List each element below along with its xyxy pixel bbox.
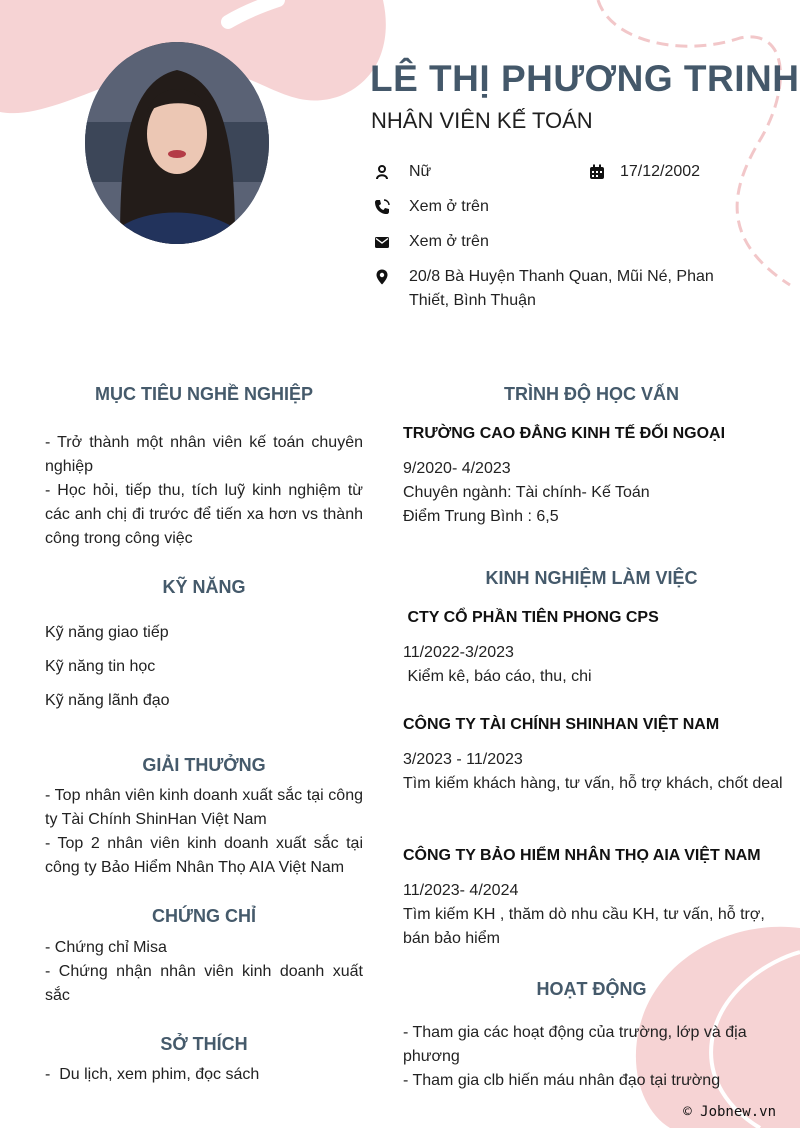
- job-period: 11/2022-3/2023: [403, 644, 514, 661]
- job-description: Tìm kiếm khách hàng, tư vấn, hỗ trợ khách, chốt deal: [403, 775, 783, 792]
- hobbies-text: - Du lịch, xem phim, đọc sách: [45, 1066, 260, 1083]
- location-pin-icon: [374, 269, 390, 285]
- awards-title: GIẢI THƯỞNG: [142, 755, 266, 775]
- gender-row: [374, 160, 574, 184]
- job-description: Tìm kiếm KH , thăm dò nhu cầu KH, tư vấn, hỗ trợ, bán bảo hiểm: [403, 906, 765, 947]
- job-period: 3/2023 - 11/2023: [403, 751, 523, 768]
- experience-title: KINH NGHIỆM LÀM VIỆC: [485, 568, 698, 588]
- profile-photo: [85, 42, 269, 244]
- awards-text: - Top nhân viên kinh doanh xuất sắc tại công ty Tài Chính ShinHan Việt Nam - Top 2 nhân viên kinh doanh xuất sắc tại công ty Bảo Hiểm Nhân Thọ AIA Việt Nam: [45, 787, 363, 876]
- avatar-illustration: [85, 42, 269, 244]
- job-description: Kiểm kê, báo cáo, thu, chi: [403, 668, 592, 685]
- skill-item: Kỹ năng tin học: [45, 658, 156, 675]
- email-value: Xem ở trên: [409, 233, 489, 250]
- address-row: [374, 265, 754, 313]
- footer-copyright[interactable]: © Jobnew.vn: [683, 1104, 776, 1120]
- activities-title: HOẠT ĐỘNG: [536, 979, 647, 999]
- company-name: CÔNG TY TÀI CHÍNH SHINHAN VIỆT NAM: [403, 716, 720, 733]
- objective-title: MỤC TIÊU NGHỀ NGHIỆP: [94, 384, 313, 404]
- skills-title: KỸ NĂNG: [162, 577, 246, 597]
- phone-row: [374, 195, 674, 219]
- education-gpa: Điểm Trung Bình : 6,5: [403, 508, 559, 525]
- skill-item: Kỹ năng giao tiếp: [45, 624, 169, 641]
- email-row: [374, 230, 674, 254]
- person-icon: [374, 164, 390, 180]
- candidate-name: LÊ THỊ PHƯƠNG TRINH: [370, 58, 800, 99]
- school-name: TRƯỜNG CAO ĐẲNG KINH TẾ ĐỐI NGOẠI: [403, 425, 726, 442]
- certificates-title: CHỨNG CHỈ: [152, 906, 256, 926]
- mail-icon: [374, 234, 390, 250]
- calendar-icon: [589, 164, 605, 180]
- objective-text: - Trở thành một nhân viên kế toán chuyên nghiệp - Học hỏi, tiếp thu, tích luỹ kinh nghiệm từ các anh chị đi trước để tiến xa hơn vs thành công trong công việc: [45, 434, 363, 547]
- education-title: TRÌNH ĐỘ HỌC VẤN: [504, 384, 679, 404]
- hobbies-title: SỞ THÍCH: [160, 1034, 248, 1054]
- gender-value: Nữ: [409, 163, 432, 180]
- education-major: Chuyên ngành: Tài chính- Kế Toán: [403, 484, 650, 501]
- activities-text: - Tham gia các hoạt động của trường, lớp và địa phương - Tham gia clb hiến máu nhân đạo tại trường: [403, 1024, 747, 1089]
- address-line-1: 20/8 Bà Huyện Thanh Quan, Mũi Né, Phan: [409, 268, 714, 285]
- education-period: 9/2020- 4/2023: [403, 460, 511, 477]
- certificates-text: - Chứng chỉ Misa - Chứng nhận nhân viên kinh doanh xuất sắc: [45, 939, 363, 1004]
- job-period: 11/2023- 4/2024: [403, 882, 519, 899]
- birthday-value: 17/12/2002: [620, 163, 701, 180]
- skill-item: Kỹ năng lãnh đạo: [45, 692, 170, 709]
- birthday-row: [589, 160, 769, 184]
- company-name: CTY CỔ PHẦN TIÊN PHONG CPS: [403, 609, 659, 626]
- phone-icon: [374, 199, 390, 215]
- job-title: NHÂN VIÊN KẾ TOÁN: [371, 108, 593, 133]
- address-line-2: Thiết, Bình Thuận: [409, 292, 536, 309]
- phone-value: Xem ở trên: [409, 198, 489, 215]
- company-name: CÔNG TY BẢO HIỂM NHÂN THỌ AIA VIỆT NAM: [403, 847, 761, 864]
